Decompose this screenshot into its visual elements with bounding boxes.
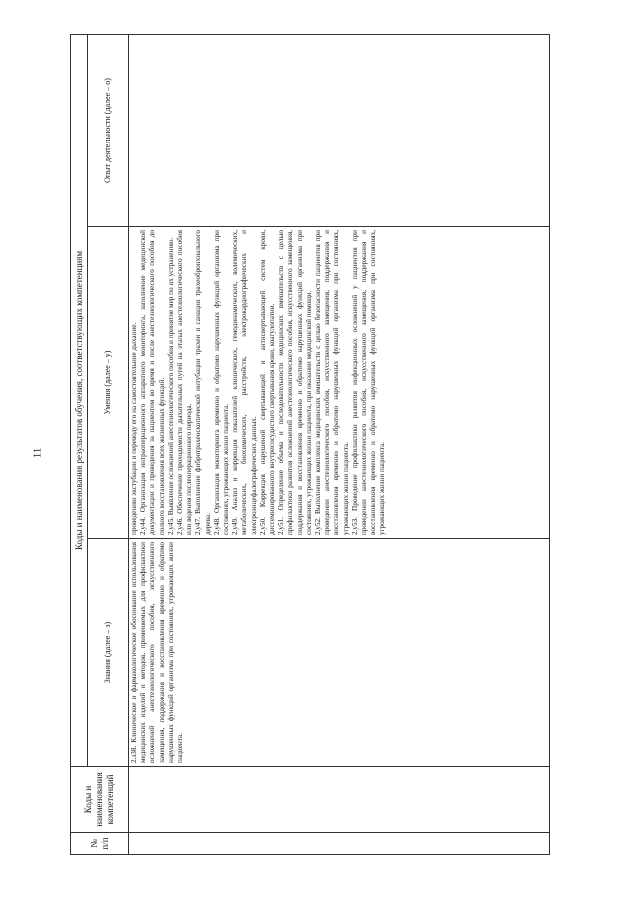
cell-codes xyxy=(129,767,550,833)
skill-paragraph: 2.у49. Анализ и коррекция показателей клинических, гемодинамических, волемических, метаболических, биохимических, расстройств, электрокардиографических и электроэнцефалографических данных. xyxy=(231,230,258,535)
competency-table xyxy=(70,34,550,855)
header-codes: Коды и наименования компетенций xyxy=(71,767,129,833)
header-group-title: Коды и наименования результатов обучения, соответствующих компетенциям xyxy=(71,35,88,767)
skill-paragraph: 2.у46. Обеспечение проходимости дыхательных путей на этапах анестезиологического пособия или ведения послеоперационного периода. xyxy=(176,230,194,535)
skill-paragraph: 2.у44. Организация интраоперационного аппаратного мониторинга, заполнение медицинской документации и проведения за пациентом во время и после анестезиологического пособия до полного восстановления всех жизненных функций. xyxy=(139,230,166,535)
header-number: № п/п xyxy=(71,833,129,855)
skill-paragraph: проведению экстубации и переводу его на самостоятельное дыхание. xyxy=(130,322,138,535)
page-number: 11 xyxy=(31,447,44,459)
skill-paragraph: 2.у51. Определение объема и последовательности медицинских вмешательств с целью профилактики развития осложнений анестезиологического пособия, искусственного замещения, поддержания и восстановления временно и обратимо нарушенных функций организма при состояниях, угрожающих жизни пациента, при оказании медицинской помощи. xyxy=(277,230,313,535)
header-skills: Умения (далее – у) xyxy=(88,227,129,539)
skill-paragraph: 2.у47. Выполнение фибротрахеоскопической интубации трахеи и санации трахеобронхиального дерева. xyxy=(194,230,212,535)
cell-skills xyxy=(129,227,550,539)
skill-paragraph: 2.у53. Проведение профилактики развития инфекционных осложнений у пациентов при проведении анестезиологического пособия, искусственного замещения, поддержания и восстановления временно и обратимо нарушенных функций организма при состояниях, угрожающих жизни пациента. xyxy=(350,230,387,535)
header-experience: Опыт деятельности (далее – о) xyxy=(88,35,129,227)
skill-paragraph: 2.у52. Выполнение комплекса медицинских вмешательств с целью безопасности пациентов при проведении анестезиологического пособия, искусственного замещения, поддержания и восстановления временно и обратимо нарушенных функций организма при состояниях, угрожающих жизни пациента. xyxy=(314,230,350,535)
skill-paragraph: 2.у45. Выявление осложнений анестезиологического пособия и принятие мер по их устранению. xyxy=(166,237,175,535)
skill-paragraph: 2.у48. Организация мониторинга временно и обратимо нарушенных функций организма при состояниях, угрожающих жизни пациента. xyxy=(212,230,231,535)
cell-number xyxy=(129,833,550,855)
cell-knowledge: 2.з38. Клиническое и фармакологическое обоснование использования медицинских изделий и методов, применяемых для профилактики осложнений анестезиологического пособия, искусственного замещения, поддержания и восстановления временно и обратимо нарушенных функций организма при состояниях, угрожающих жизни пациента. xyxy=(129,539,550,767)
skill-paragraph: 2.у50. Коррекция нарушений свертывающей и антисвертывающей систем крови, диссеминированного внутрисосудистого свертывания крови, коагулопатии. xyxy=(258,230,277,535)
cell-experience xyxy=(129,35,550,227)
rotated-table-container xyxy=(70,35,550,855)
header-knowledge: Знания (далее – з) xyxy=(88,539,129,767)
